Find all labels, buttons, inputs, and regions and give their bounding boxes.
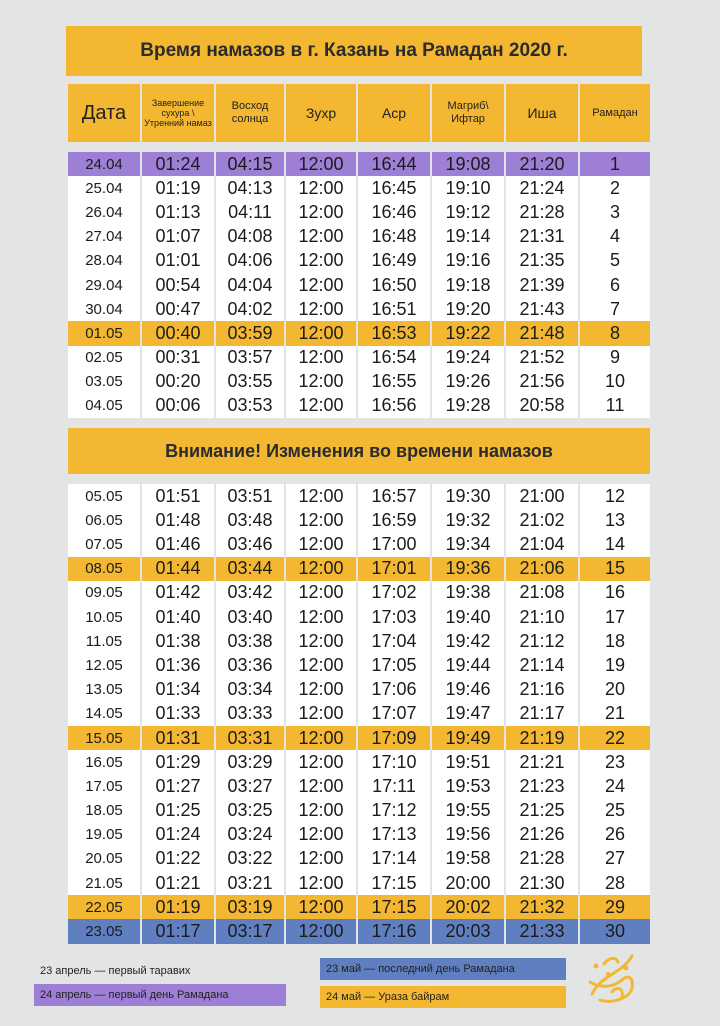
cell-zuhr: 12:00	[286, 370, 356, 394]
cell-asr: 17:03	[358, 605, 430, 629]
cell-date: 10.05	[68, 605, 140, 629]
cell-date: 12.05	[68, 653, 140, 677]
cell-asr: 17:16	[358, 919, 430, 943]
table-row	[68, 895, 650, 919]
cell-maghrib: 19:38	[432, 581, 504, 605]
table-row	[68, 200, 650, 224]
table-header-row	[68, 84, 650, 142]
cell-day: 22	[580, 726, 650, 750]
header-isha: Иша	[506, 84, 578, 142]
cell-sunrise: 03:48	[216, 508, 284, 532]
cell-date: 16.05	[68, 750, 140, 774]
cell-asr: 16:45	[358, 176, 430, 200]
cell-isha: 21:43	[506, 297, 578, 321]
cell-isha: 21:23	[506, 774, 578, 798]
cell-asr: 17:00	[358, 532, 430, 556]
cell-maghrib: 19:22	[432, 321, 504, 345]
cell-sunrise: 03:22	[216, 847, 284, 871]
cell-zuhr: 12:00	[286, 273, 356, 297]
cell-day: 3	[580, 200, 650, 224]
cell-date: 24.04	[68, 152, 140, 176]
cell-fajr: 01:46	[142, 532, 214, 556]
cell-fajr: 01:42	[142, 581, 214, 605]
cell-day: 20	[580, 678, 650, 702]
cell-isha: 21:35	[506, 249, 578, 273]
cell-asr: 16:55	[358, 370, 430, 394]
cell-sunrise: 03:38	[216, 629, 284, 653]
cell-sunrise: 03:33	[216, 702, 284, 726]
cell-day: 12	[580, 484, 650, 508]
cell-isha: 21:28	[506, 847, 578, 871]
table-row	[68, 847, 650, 871]
cell-date: 03.05	[68, 370, 140, 394]
cell-day: 4	[580, 225, 650, 249]
cell-date: 28.04	[68, 249, 140, 273]
cell-zuhr: 12:00	[286, 394, 356, 418]
cell-isha: 21:33	[506, 919, 578, 943]
cell-sunrise: 03:24	[216, 823, 284, 847]
cell-zuhr: 12:00	[286, 200, 356, 224]
cell-fajr: 01:17	[142, 919, 214, 943]
cell-fajr: 01:24	[142, 823, 214, 847]
cell-sunrise: 03:40	[216, 605, 284, 629]
cell-asr: 16:46	[358, 200, 430, 224]
cell-isha: 20:58	[506, 394, 578, 418]
cell-date: 07.05	[68, 532, 140, 556]
legend-first-day: 24 апрель — первый день Рамадана	[34, 984, 286, 1006]
cell-maghrib: 19:42	[432, 629, 504, 653]
cell-isha: 21:52	[506, 346, 578, 370]
cell-sunrise: 03:59	[216, 321, 284, 345]
table-row	[68, 605, 650, 629]
cell-isha: 21:56	[506, 370, 578, 394]
cell-fajr: 01:51	[142, 484, 214, 508]
cell-zuhr: 12:00	[286, 919, 356, 943]
cell-zuhr: 12:00	[286, 847, 356, 871]
cell-day: 9	[580, 346, 650, 370]
cell-zuhr: 12:00	[286, 484, 356, 508]
cell-fajr: 01:21	[142, 871, 214, 895]
cell-zuhr: 12:00	[286, 799, 356, 823]
table-row	[68, 750, 650, 774]
cell-sunrise: 03:51	[216, 484, 284, 508]
cell-day: 8	[580, 321, 650, 345]
cell-day: 16	[580, 581, 650, 605]
cell-fajr: 01:34	[142, 678, 214, 702]
cell-day: 30	[580, 919, 650, 943]
cell-day: 13	[580, 508, 650, 532]
cell-fajr: 01:13	[142, 200, 214, 224]
table-row	[68, 249, 650, 273]
cell-isha: 21:10	[506, 605, 578, 629]
cell-sunrise: 03:21	[216, 871, 284, 895]
cell-sunrise: 03:55	[216, 370, 284, 394]
cell-sunrise: 04:15	[216, 152, 284, 176]
cell-isha: 21:14	[506, 653, 578, 677]
cell-fajr: 00:31	[142, 346, 214, 370]
cell-day: 29	[580, 895, 650, 919]
cell-zuhr: 12:00	[286, 653, 356, 677]
cell-sunrise: 03:53	[216, 394, 284, 418]
cell-day: 11	[580, 394, 650, 418]
table-row	[68, 726, 650, 750]
page-title: Время намазов в г. Казань на Рамадан 2020 г.	[66, 26, 642, 76]
cell-sunrise: 03:36	[216, 653, 284, 677]
cell-date: 05.05	[68, 484, 140, 508]
cell-fajr: 01:27	[142, 774, 214, 798]
cell-sunrise: 03:25	[216, 799, 284, 823]
cell-zuhr: 12:00	[286, 750, 356, 774]
cell-fajr: 00:20	[142, 370, 214, 394]
cell-maghrib: 20:00	[432, 871, 504, 895]
table-row	[68, 152, 650, 176]
table-row	[68, 557, 650, 581]
cell-sunrise: 03:57	[216, 346, 284, 370]
cell-day: 23	[580, 750, 650, 774]
cell-isha: 21:28	[506, 200, 578, 224]
cell-day: 17	[580, 605, 650, 629]
cell-maghrib: 19:36	[432, 557, 504, 581]
header-asr: Аср	[358, 84, 430, 142]
cell-isha: 21:31	[506, 225, 578, 249]
calligraphy-logo	[582, 944, 642, 1010]
cell-date: 21.05	[68, 871, 140, 895]
cell-zuhr: 12:00	[286, 176, 356, 200]
cell-fajr: 01:07	[142, 225, 214, 249]
cell-isha: 21:12	[506, 629, 578, 653]
cell-isha: 21:17	[506, 702, 578, 726]
cell-isha: 21:26	[506, 823, 578, 847]
table-row	[68, 678, 650, 702]
cell-zuhr: 12:00	[286, 726, 356, 750]
cell-fajr: 01:44	[142, 557, 214, 581]
cell-maghrib: 19:18	[432, 273, 504, 297]
cell-fajr: 01:48	[142, 508, 214, 532]
cell-maghrib: 19:34	[432, 532, 504, 556]
cell-sunrise: 04:02	[216, 297, 284, 321]
cell-sunrise: 03:17	[216, 919, 284, 943]
cell-asr: 17:06	[358, 678, 430, 702]
cell-fajr: 01:31	[142, 726, 214, 750]
cell-sunrise: 04:04	[216, 273, 284, 297]
cell-sunrise: 03:19	[216, 895, 284, 919]
cell-fajr: 01:01	[142, 249, 214, 273]
table-row	[68, 629, 650, 653]
cell-asr: 16:44	[358, 152, 430, 176]
cell-maghrib: 19:53	[432, 774, 504, 798]
cell-fajr: 01:24	[142, 152, 214, 176]
cell-maghrib: 19:51	[432, 750, 504, 774]
cell-fajr: 00:54	[142, 273, 214, 297]
cell-isha: 21:48	[506, 321, 578, 345]
cell-date: 22.05	[68, 895, 140, 919]
cell-date: 09.05	[68, 581, 140, 605]
cell-maghrib: 19:44	[432, 653, 504, 677]
cell-isha: 21:32	[506, 895, 578, 919]
cell-asr: 17:09	[358, 726, 430, 750]
table-row	[68, 871, 650, 895]
table-row	[68, 346, 650, 370]
cell-date: 30.04	[68, 297, 140, 321]
cell-date: 26.04	[68, 200, 140, 224]
cell-isha: 21:16	[506, 678, 578, 702]
cell-zuhr: 12:00	[286, 508, 356, 532]
cell-date: 23.05	[68, 919, 140, 943]
cell-isha: 21:02	[506, 508, 578, 532]
cell-asr: 16:50	[358, 273, 430, 297]
header-date: Дата	[68, 84, 140, 142]
table-row	[68, 394, 650, 418]
cell-sunrise: 03:31	[216, 726, 284, 750]
cell-asr: 16:54	[358, 346, 430, 370]
cell-isha: 21:20	[506, 152, 578, 176]
cell-maghrib: 19:28	[432, 394, 504, 418]
table-row	[68, 702, 650, 726]
cell-fajr: 01:40	[142, 605, 214, 629]
cell-sunrise: 04:06	[216, 249, 284, 273]
cell-zuhr: 12:00	[286, 225, 356, 249]
cell-zuhr: 12:00	[286, 297, 356, 321]
cell-zuhr: 12:00	[286, 581, 356, 605]
legend-uraza: 24 май — Ураза байрам	[320, 986, 566, 1008]
cell-maghrib: 19:32	[432, 508, 504, 532]
cell-asr: 16:49	[358, 249, 430, 273]
cell-maghrib: 19:14	[432, 225, 504, 249]
cell-fajr: 00:47	[142, 297, 214, 321]
cell-isha: 21:06	[506, 557, 578, 581]
table-row	[68, 919, 650, 943]
cell-asr: 16:57	[358, 484, 430, 508]
table-row	[68, 297, 650, 321]
cell-zuhr: 12:00	[286, 871, 356, 895]
cell-date: 13.05	[68, 678, 140, 702]
header-sunrise: Восход солнца	[216, 84, 284, 142]
cell-date: 08.05	[68, 557, 140, 581]
table-row	[68, 484, 650, 508]
cell-fajr: 00:40	[142, 321, 214, 345]
legend-last-day: 23 май — последний день Рамадана	[320, 958, 566, 980]
cell-day: 25	[580, 799, 650, 823]
cell-zuhr: 12:00	[286, 774, 356, 798]
table-row	[68, 774, 650, 798]
cell-maghrib: 19:58	[432, 847, 504, 871]
header-fajr: Завершение сухура \ Утренний намаз	[142, 84, 214, 142]
cell-zuhr: 12:00	[286, 678, 356, 702]
cell-maghrib: 19:26	[432, 370, 504, 394]
cell-date: 18.05	[68, 799, 140, 823]
cell-zuhr: 12:00	[286, 702, 356, 726]
cell-asr: 16:53	[358, 321, 430, 345]
cell-maghrib: 19:08	[432, 152, 504, 176]
cell-maghrib: 19:46	[432, 678, 504, 702]
cell-day: 19	[580, 653, 650, 677]
cell-day: 15	[580, 557, 650, 581]
cell-maghrib: 19:55	[432, 799, 504, 823]
cell-day: 6	[580, 273, 650, 297]
cell-asr: 17:14	[358, 847, 430, 871]
cell-isha: 21:21	[506, 750, 578, 774]
cell-date: 25.04	[68, 176, 140, 200]
cell-asr: 17:15	[358, 871, 430, 895]
cell-sunrise: 03:46	[216, 532, 284, 556]
cell-asr: 17:11	[358, 774, 430, 798]
table-row	[68, 653, 650, 677]
cell-maghrib: 19:12	[432, 200, 504, 224]
cell-sunrise: 03:34	[216, 678, 284, 702]
cell-asr: 17:05	[358, 653, 430, 677]
table-body-first	[68, 152, 650, 418]
cell-zuhr: 12:00	[286, 321, 356, 345]
cell-asr: 17:04	[358, 629, 430, 653]
table-body-second	[68, 484, 650, 944]
table-row	[68, 799, 650, 823]
cell-isha: 21:00	[506, 484, 578, 508]
cell-zuhr: 12:00	[286, 249, 356, 273]
cell-date: 17.05	[68, 774, 140, 798]
cell-day: 7	[580, 297, 650, 321]
cell-date: 14.05	[68, 702, 140, 726]
cell-fajr: 01:38	[142, 629, 214, 653]
cell-day: 28	[580, 871, 650, 895]
table-row	[68, 273, 650, 297]
cell-day: 2	[580, 176, 650, 200]
cell-zuhr: 12:00	[286, 557, 356, 581]
cell-fajr: 00:06	[142, 394, 214, 418]
cell-date: 29.04	[68, 273, 140, 297]
cell-sunrise: 04:13	[216, 176, 284, 200]
cell-day: 14	[580, 532, 650, 556]
cell-date: 02.05	[68, 346, 140, 370]
table-row	[68, 176, 650, 200]
cell-fajr: 01:25	[142, 799, 214, 823]
table-row	[68, 321, 650, 345]
cell-maghrib: 19:16	[432, 249, 504, 273]
cell-fajr: 01:22	[142, 847, 214, 871]
notice-row	[68, 428, 650, 474]
cell-isha: 21:24	[506, 176, 578, 200]
cell-day: 27	[580, 847, 650, 871]
cell-isha: 21:08	[506, 581, 578, 605]
legend-first-taraweeh: 23 апрель — первый таравих	[40, 965, 191, 977]
cell-day: 1	[580, 152, 650, 176]
cell-fajr: 01:19	[142, 176, 214, 200]
cell-isha: 21:19	[506, 726, 578, 750]
cell-asr: 17:02	[358, 581, 430, 605]
cell-fajr: 01:19	[142, 895, 214, 919]
cell-day: 5	[580, 249, 650, 273]
table-row	[68, 370, 650, 394]
cell-maghrib: 19:20	[432, 297, 504, 321]
table-row	[68, 508, 650, 532]
cell-maghrib: 19:10	[432, 176, 504, 200]
cell-sunrise: 03:44	[216, 557, 284, 581]
cell-date: 27.04	[68, 225, 140, 249]
cell-asr: 17:15	[358, 895, 430, 919]
cell-date: 19.05	[68, 823, 140, 847]
cell-sunrise: 03:42	[216, 581, 284, 605]
cell-date: 01.05	[68, 321, 140, 345]
prayer-times-table	[66, 84, 652, 944]
header-maghrib: Магриб\ Ифтар	[432, 84, 504, 142]
cell-sunrise: 04:11	[216, 200, 284, 224]
cell-asr: 17:12	[358, 799, 430, 823]
table-row	[68, 225, 650, 249]
cell-day: 10	[580, 370, 650, 394]
cell-asr: 16:59	[358, 508, 430, 532]
cell-zuhr: 12:00	[286, 605, 356, 629]
cell-maghrib: 19:47	[432, 702, 504, 726]
cell-fajr: 01:29	[142, 750, 214, 774]
cell-asr: 16:51	[358, 297, 430, 321]
cell-zuhr: 12:00	[286, 823, 356, 847]
cell-zuhr: 12:00	[286, 152, 356, 176]
cell-maghrib: 19:56	[432, 823, 504, 847]
cell-fajr: 01:33	[142, 702, 214, 726]
cell-zuhr: 12:00	[286, 346, 356, 370]
cell-isha: 21:30	[506, 871, 578, 895]
cell-date: 04.05	[68, 394, 140, 418]
header-ramadan: Рамадан	[580, 84, 650, 142]
cell-date: 06.05	[68, 508, 140, 532]
cell-asr: 17:13	[358, 823, 430, 847]
cell-maghrib: 19:49	[432, 726, 504, 750]
table-row	[68, 823, 650, 847]
cell-zuhr: 12:00	[286, 895, 356, 919]
cell-maghrib: 20:02	[432, 895, 504, 919]
cell-date: 15.05	[68, 726, 140, 750]
cell-fajr: 01:36	[142, 653, 214, 677]
header-zuhr: Зухр	[286, 84, 356, 142]
cell-maghrib: 19:40	[432, 605, 504, 629]
cell-isha: 21:04	[506, 532, 578, 556]
cell-day: 18	[580, 629, 650, 653]
cell-sunrise: 04:08	[216, 225, 284, 249]
cell-date: 20.05	[68, 847, 140, 871]
cell-asr: 17:07	[358, 702, 430, 726]
cell-asr: 16:48	[358, 225, 430, 249]
cell-zuhr: 12:00	[286, 629, 356, 653]
table-row	[68, 532, 650, 556]
cell-asr: 17:01	[358, 557, 430, 581]
cell-day: 24	[580, 774, 650, 798]
cell-asr: 17:10	[358, 750, 430, 774]
cell-sunrise: 03:29	[216, 750, 284, 774]
cell-maghrib: 19:24	[432, 346, 504, 370]
cell-zuhr: 12:00	[286, 532, 356, 556]
cell-maghrib: 20:03	[432, 919, 504, 943]
cell-date: 11.05	[68, 629, 140, 653]
cell-day: 26	[580, 823, 650, 847]
cell-isha: 21:25	[506, 799, 578, 823]
cell-maghrib: 19:30	[432, 484, 504, 508]
cell-asr: 16:56	[358, 394, 430, 418]
table-row	[68, 581, 650, 605]
notice-text: Внимание! Изменения во времени намазов	[68, 428, 650, 474]
cell-day: 21	[580, 702, 650, 726]
cell-sunrise: 03:27	[216, 774, 284, 798]
cell-isha: 21:39	[506, 273, 578, 297]
